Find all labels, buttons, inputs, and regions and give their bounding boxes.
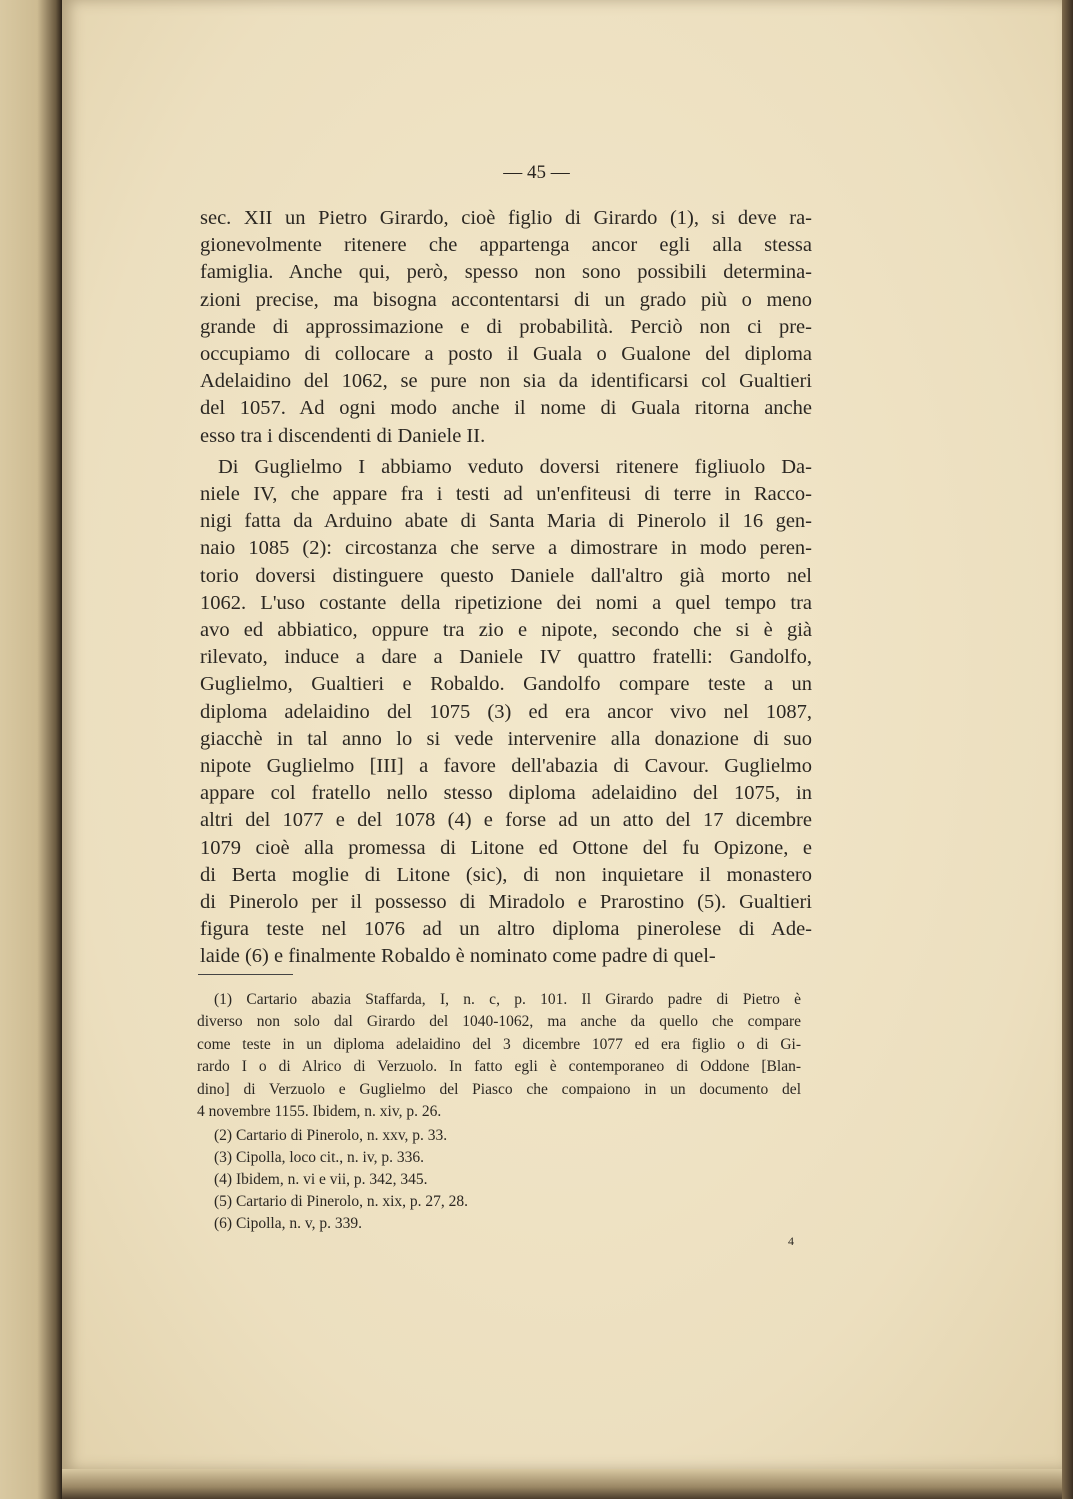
body-line: zioni precise, ma bisogna accontentarsi di un grado più o meno (200, 288, 812, 311)
body-line: di Pinerolo per il possesso di Miradolo e Prarostino (5). Gualtieri (200, 891, 812, 913)
body-line: niele IV, che appare fra i testi ad un'enfiteusi di terre in Racco- (200, 483, 812, 505)
body-line: 1079 cioè alla promessa di Litone ed Ottone del fu Opizone, e (200, 836, 812, 859)
body-line: sec. XII un Pietro Girardo, cioè figlio di Girardo (1), si deve ra- (200, 207, 812, 229)
body-line: Guglielmo, Gualtieri e Robaldo. Gandolfo compare teste a un (200, 673, 812, 696)
body-line: del 1057. Ad ogni modo anche il nome di Guala ritorna anche (200, 397, 812, 420)
footnote: (6) Cipolla, n. v, p. 339. (214, 1215, 362, 1233)
page-bottom-edge (62, 1469, 1062, 1499)
body-line: diploma adelaidino del 1075 (3) ed era ancor vivo nel 1087, (200, 700, 812, 723)
body-line: torio doversi distinguere questo Daniele dall'altro già morto nel (200, 564, 812, 587)
footnote-line: 4 novembre 1155. Ibidem, n. xiv, p. 26. (197, 1103, 442, 1120)
body-line: esso tra i discendenti di Daniele II. (200, 424, 486, 447)
body-line: giacchè in tal anno lo si vede intervenire alla donazione di suo (200, 727, 812, 750)
footnote: (1) Cartario abazia Staffarda, I, n. c, p. 101. Il Girardo padre di Pietro è (214, 991, 801, 1008)
body-line: appare col fratello nello stesso diploma adelaidino del 1075, in (200, 782, 812, 805)
footnote: (3) Cipolla, loco cit., n. iv, p. 336. (214, 1148, 424, 1166)
body-line: altri del 1077 e del 1078 (4) e forse ad un atto del 17 dicembre (200, 809, 812, 832)
footnote: (4) Ibidem, n. vi e vii, p. 342, 345. (214, 1170, 428, 1188)
footnote-rule (198, 974, 293, 975)
page-right-edge (1062, 0, 1073, 1499)
footnote: (5) Cartario di Pinerolo, n. xix, p. 27, 28. (214, 1193, 468, 1211)
body-line: famiglia. Anche qui, però, spesso non sono possibili determina- (200, 261, 812, 284)
body-line: 1062. L'uso costante della ripetizione dei nomi a quel tempo tra (200, 591, 812, 614)
body-line: laide (6) e finalmente Robaldo è nominato come padre di quel- (200, 945, 716, 968)
body-line: figura teste nel 1076 ad un altro diploma pinerolese di Ade- (200, 918, 812, 941)
footnote-line: rardo I o di Alrico di Verzuolo. In fatto egli è contemporaneo di Oddone [Blan- (197, 1058, 801, 1076)
body-line: Di Guglielmo I abbiamo veduto doversi ritenere figliuolo Da- (218, 455, 812, 478)
body-line: rilevato, induce a dare a Daniele IV quattro fratelli: Gandolfo, (200, 646, 812, 669)
body-line: avo ed abbiatico, oppure tra zio e nipote, secondo che si è già (200, 619, 812, 641)
body-line: di Berta moglie di Litone (sic), di non inquietare il monastero (200, 863, 812, 886)
body-line: nigi fatta da Arduino abate di Santa Maria di Pinerolo il 16 gen- (200, 510, 812, 533)
body-line: naio 1085 (2): circostanza che serve a dimostrare in modo peren- (200, 537, 812, 560)
body-line: nipote Guglielmo [III] a favore dell'abazia di Cavour. Guglielmo (200, 755, 812, 777)
footnote-line: come teste in un diploma adelaidino del 3 dicembre 1077 ed era figlio o di Gi- (197, 1035, 801, 1053)
footnote-line: dino] di Verzuolo e Guglielmo del Piasco che compaiono in un documento del (197, 1080, 801, 1098)
footnote: (2) Cartario di Pinerolo, n. xxv, p. 33. (214, 1126, 448, 1144)
footnote-line: diverso non solo dal Girardo del 1040-1062, ma anche da quello che compare (197, 1013, 801, 1031)
body-line: occupiamo di collocare a posto il Guala o Gualone del diploma (200, 343, 812, 365)
body-line: gionevolmente ritenere che appartenga ancor egli alla stessa (200, 234, 812, 257)
body-line: Adelaidino del 1062, se pure non sia da identificarsi col Gualtieri (200, 370, 812, 393)
facing-page-edge (0, 0, 62, 1499)
page-number: — 45 — (503, 162, 570, 183)
signature-mark: 4 (788, 1234, 794, 1248)
body-line: grande di approssimazione e di probabilità. Perciò non ci pre- (200, 315, 812, 338)
